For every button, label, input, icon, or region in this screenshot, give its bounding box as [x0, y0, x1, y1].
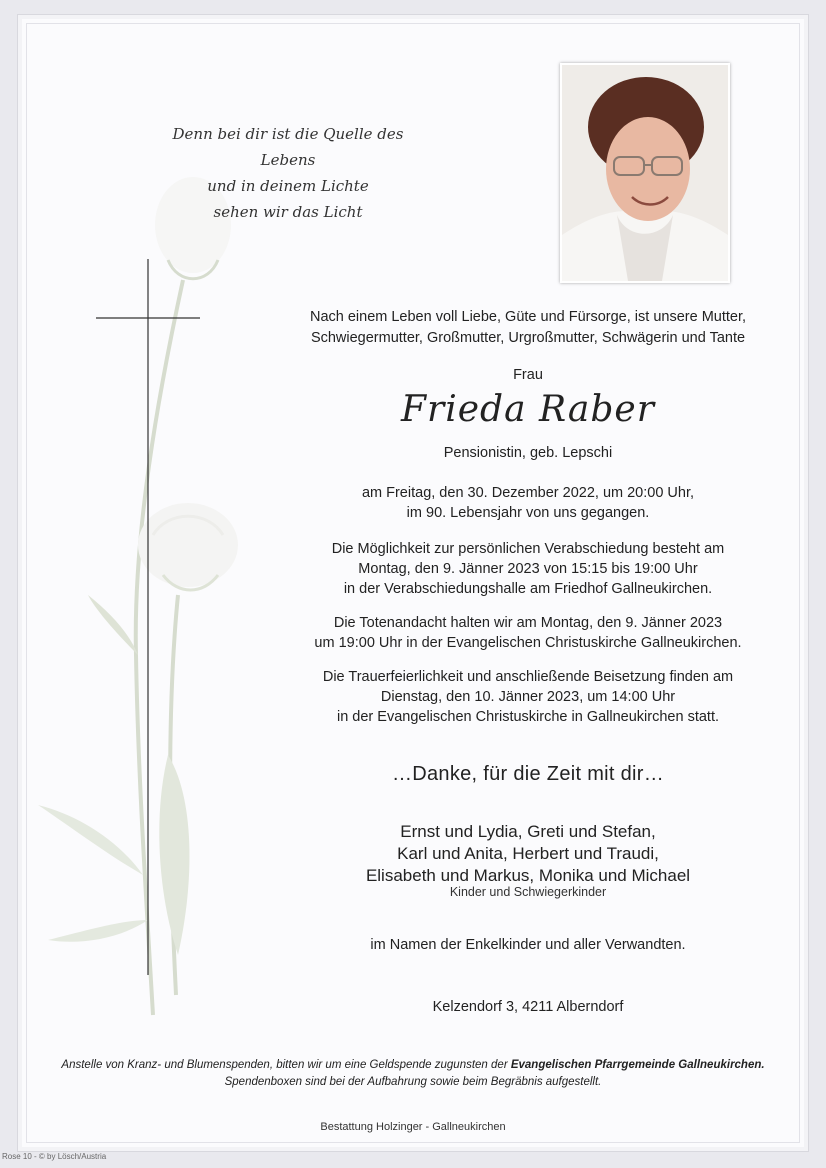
donation-notice: [38, 1057, 788, 1091]
relatives-line: im Namen der Enkelkinder und aller Verwandten.: [370, 937, 686, 953]
credit-text: Rose 10 - © by Lösch/Austria: [2, 1152, 107, 1161]
farewell-line: Die Möglichkeit zur persönlichen Verabschiedung besteht am: [331, 541, 725, 557]
farewell-line: Montag, den 9. Jänner 2023 von 15:15 bis 19:00 Uhr: [358, 561, 698, 577]
donation-line: [38, 1057, 788, 1074]
family-names: [268, 821, 788, 887]
quote-line: Denn bei dir ist die Quelle des Lebens: [172, 125, 404, 169]
salutation: Frau: [513, 367, 543, 383]
farewell-line: in der Verabschiedungshalle am Friedhof Gallneukirchen.: [343, 581, 713, 597]
portrait-image: [562, 65, 728, 281]
donation-recipient: Evangelischen Pfarrgemeinde Gallneukirchen.: [510, 1059, 765, 1071]
death-notice: [268, 483, 788, 523]
family-line: Karl und Anita, Herbert und Traudi,: [397, 844, 659, 863]
leaf: [159, 755, 189, 955]
bible-quote: [148, 121, 428, 225]
vigil-line: Die Totenandacht halten wir am Montag, den 9. Jänner 2023: [333, 615, 723, 631]
address: Kelzendorf 3, 4211 Alberndorf: [432, 999, 624, 1015]
leaf: [48, 920, 148, 942]
intro-line: Schwiegermutter, Großmutter, Urgroßmutter, Schwägerin und Tante: [310, 330, 746, 346]
vigil-info: [268, 613, 788, 653]
donation-text: Anstelle von Kranz- und Blumenspenden, bitten wir um eine Geldspende zugunsten der: [61, 1059, 511, 1071]
funeral-info: [268, 667, 788, 727]
family-subtitle: Kinder und Schwiegerkinder: [449, 885, 607, 899]
funeral-home: Bestattung Holzinger - Gallneukirchen: [320, 1121, 506, 1133]
intro-line: Nach einem Leben voll Liebe, Güte und Fürsorge, ist unsere Mutter,: [309, 309, 747, 325]
thanks-line: …Danke, für die Zeit mit dir…: [391, 763, 665, 785]
funeral-line: in der Evangelischen Christuskirche in Gallneukirchen statt.: [336, 709, 720, 725]
obituary-card: [17, 14, 809, 1152]
portrait-photo: [560, 63, 730, 283]
funeral-line: Die Trauerfeierlichkeit und anschließende Beisetzung finden am: [322, 669, 734, 685]
intro-text: [268, 307, 788, 349]
farewell-info: [268, 539, 788, 599]
occupation: Pensionistin, geb. Lepschi: [443, 445, 613, 461]
family-line: Elisabeth und Markus, Monika und Michael: [365, 866, 691, 885]
family-line: Ernst und Lydia, Greti und Stefan,: [400, 822, 656, 841]
deceased-name: Frieda Raber: [401, 389, 655, 430]
funeral-line: Dienstag, den 10. Jänner 2023, um 14:00 Uhr: [380, 689, 676, 705]
quote-line: sehen wir das Licht: [213, 203, 363, 221]
death-line: im 90. Lebensjahr von uns gegangen.: [406, 505, 650, 521]
vigil-line: um 19:00 Uhr in der Evangelischen Christuskirche Gallneukirchen.: [314, 635, 742, 651]
leaf: [88, 595, 138, 655]
leaf: [38, 805, 143, 875]
quote-line: und in deinem Lichte: [207, 177, 369, 195]
death-line: am Freitag, den 30. Dezember 2022, um 20:00 Uhr,: [361, 485, 695, 501]
donation-line: Spendenboxen sind bei der Aufbahrung sowie beim Begräbnis aufgestellt.: [224, 1076, 602, 1088]
